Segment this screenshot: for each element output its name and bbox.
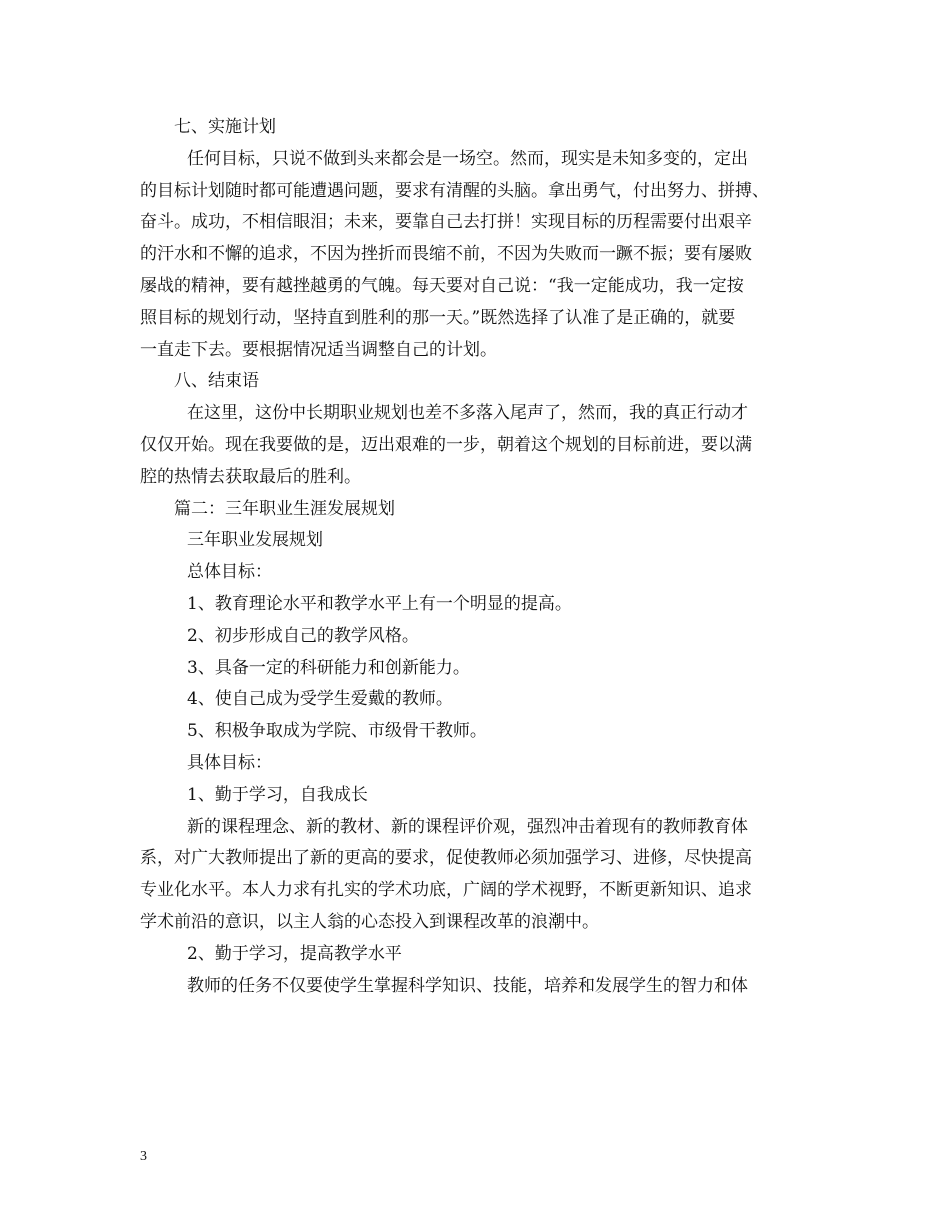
text-line: 2、初步形成自己的教学风格。 [187, 625, 419, 646]
text-line: 5、积极争取成为学院、市级骨干教师。 [187, 721, 487, 742]
text-line: 在这里，这份中长期职业规划也差不多落入尾声了，然而，我的真正行动才 [187, 403, 748, 424]
text-line: 一直走下去。要根据情况适当调整自己的计划。 [140, 339, 497, 360]
text-line: 腔的热情去获取最后的胜利。 [140, 466, 361, 487]
text-line: 奋斗。成功，不相信眼泪；未来，要靠自己去打拼！实现目标的历程需要付出艰辛 [140, 212, 752, 233]
text-line: 总体目标： [187, 562, 272, 583]
page-number: 3 [140, 1149, 147, 1164]
text-line: 照目标的规划行动，坚持直到胜利的那一天。”既然选择了认准了是正确的，就要 [140, 307, 736, 328]
text-line: 屡战的精神，要有越挫越勇的气魄。每天要对自己说：“我一定能成功，我一定按 [140, 275, 744, 296]
text-line: 篇二：三年职业生涯发展规划 [174, 498, 395, 519]
text-line: 新的课程理念、新的教材、新的课程评价观，强烈冲击着现有的教师教育体 [187, 816, 748, 837]
text-line: 任何目标，只说不做到头来都会是一场空。然而，现实是未知多变的，定出 [187, 148, 748, 169]
text-line: 的汗水和不懈的追求，不因为挫折而畏缩不前，不因为失败而一蹶不振；要有屡败 [140, 244, 752, 265]
text-line: 3、具备一定的科研能力和创新能力。 [187, 657, 470, 678]
text-line: 三年职业发展规划 [187, 530, 323, 551]
text-line: 2、勤于学习，提高教学水平 [187, 943, 402, 964]
text-line: 七、实施计划 [174, 117, 276, 137]
text-line: 具体目标： [187, 752, 272, 773]
text-line: 学术前沿的意识，以主人翁的心态投入到课程改革的浪潮中。 [140, 911, 599, 932]
text-line: 1、教育理论水平和教学水平上有一个明显的提高。 [187, 593, 572, 614]
text-line: 教师的任务不仅要使学生掌握科学知识、技能，培养和发展学生的智力和体 [187, 975, 748, 996]
document-body [140, 112, 822, 1002]
text-line: 八、结束语 [174, 371, 259, 392]
text-line: 仅仅开始。现在我要做的是，迈出艰难的一步，朝着这个规划的目标前进，要以满 [140, 434, 752, 455]
text-line: 1、勤于学习，自我成长 [187, 784, 368, 805]
text-line: 4、使自己成为受学生爱戴的教师。 [187, 689, 453, 710]
text-line: 的目标计划随时都可能遭遇问题，要求有清醒的头脑。拿出勇气，付出努力、拼搏、 [140, 180, 769, 201]
text-line: 专业化水平。本人力求有扎实的学术功底，广阔的学术视野，不断更新知识、追求 [140, 880, 752, 901]
text-line: 系，对广大教师提出了新的更高的要求，促使教师必须加强学习、进修，尽快提高 [140, 848, 752, 869]
